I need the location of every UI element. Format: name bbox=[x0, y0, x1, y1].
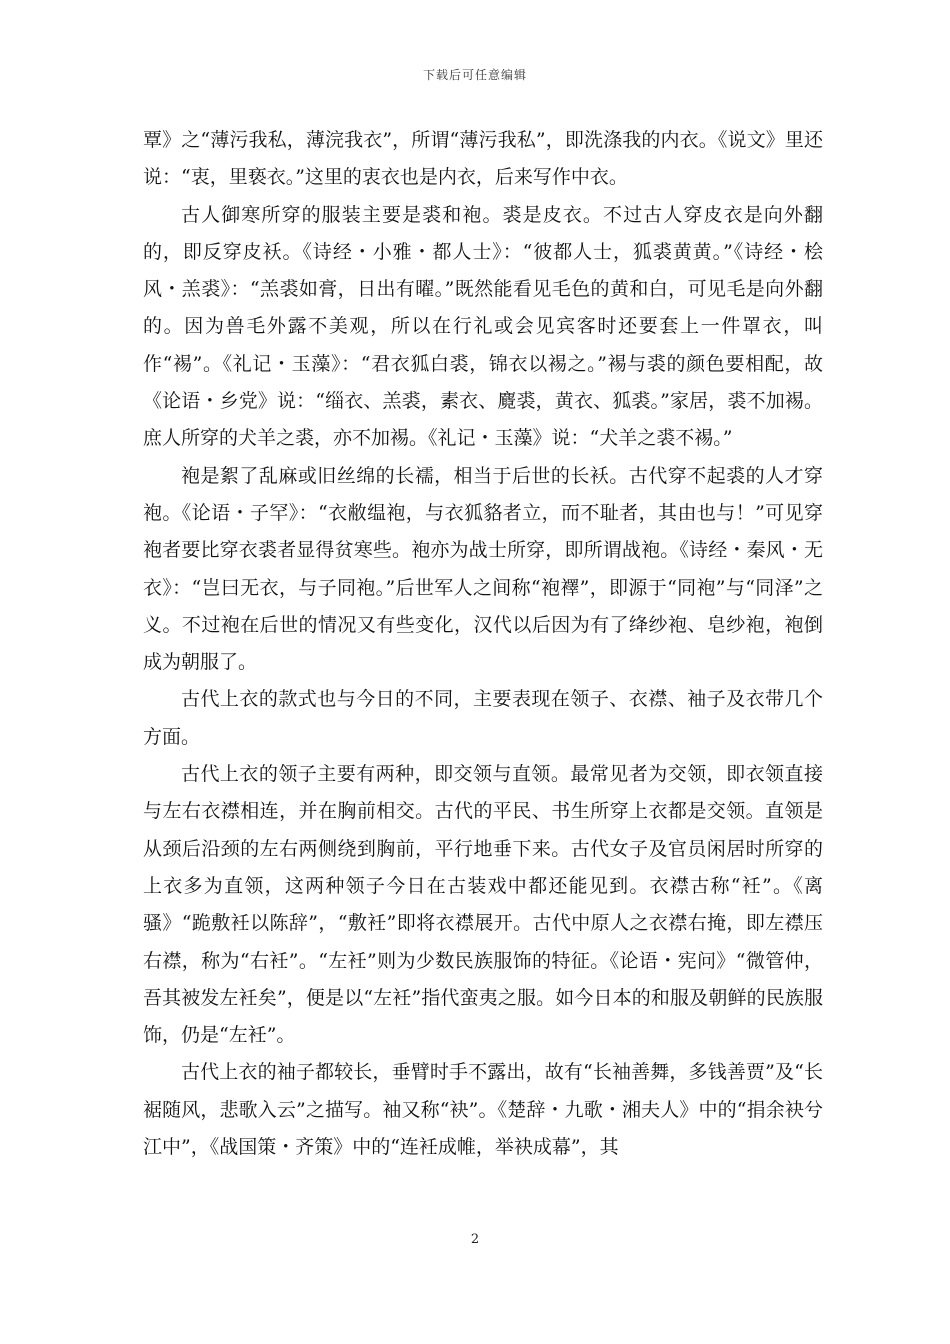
document-body bbox=[143, 122, 823, 1166]
paragraph-4: 古代上衣的款式也与今日的不同，主要表现在领子、衣襟、袖子及衣带几个方面。 bbox=[143, 688, 823, 748]
page-header: 下载后可任意编辑 bbox=[422, 68, 527, 82]
page-number: 2 bbox=[470, 1232, 480, 1247]
paragraph-5: 古代上衣的领子主要有两种，即交领与直领。最常见者为交领，即衣领直接与左右衣襟相连，并在胸前相交。古代的平民、书生所穿上衣都是交领。直领是从颈后沿颈的左右两侧绕到胸前，平行地垂下来。古代女子及官员闲居时所穿的上衣多为直领，这两种领子今日在古装戏中都还能见到。衣襟古称“衽”。《离骚》“跪敷衽以陈辞”，“敷衽”即将衣襟展开。古代中原人之衣襟右掩，即左襟压右襟，称为“右衽”。“左衽”则为少数民族服饰的特征。《论语・宪问》“微管仲，吾其被发左衽矣”，便是以“左衽”指代蛮夷之服。如今日本的和服及朝鲜的民族服饰，仍是“左衽”。 bbox=[143, 763, 823, 1047]
paragraph-2: 古人御寒所穿的服装主要是裘和袍。裘是皮衣。不过古人穿皮衣是向外翻的，即反穿皮袄。《诗经・小雅・都人士》：“彼都人士，狐裘黄黄。”《诗经・桧风・羔裘》：“羔裘如膏，日出有曜。”既然能看见毛色的黄和白，可见毛是向外翻的。因为兽毛外露不美观，所以在行礼或会见宾客时还要套上一件罩衣，叫作“裼”。《礼记・玉藻》：“君衣狐白裘，锦衣以裼之。”裼与裘的颜色要相配，故《论语・乡党》说：“缁衣、羔裘，素衣、麑裘，黄衣、狐裘。”家居，裘不加裼。庶人所穿的犬羊之裘，亦不加裼。《礼记・玉藻》说：“犬羊之裘不裼。” bbox=[143, 203, 823, 450]
paragraph-1: 覃》之“薄污我私，薄浣我衣”，所谓“薄污我私”，即洗涤我的内衣。《说文》里还说：“衷，里亵衣。”这里的衷衣也是内衣，后来写作中衣。 bbox=[143, 129, 823, 189]
paragraph-6: 古代上衣的袖子都较长，垂臂时手不露出，故有“长袖善舞，多钱善贾”及“长裾随风，悲歌入云”之描写。袖又称“袂”。《楚辞・九歌・湘夫人》中的“捐余袂兮江中”，《战国策・齐策》中的“连衽成帷，举袂成幕”，其 bbox=[143, 1061, 823, 1159]
paragraph-3: 袍是絮了乱麻或旧丝绵的长襦，相当于后世的长袄。古代穿不起裘的人才穿袍。《论语・子罕》：“衣敝缊袍，与衣狐貉者立，而不耻者，其由也与！”可见穿袍者要比穿衣裘者显得贫寒些。袍亦为战士所穿，即所谓战袍。《诗经・秦风・无衣》：“岂曰无衣，与子同袍。”后世军人之间称“袍襗”，即源于“同袍”与“同泽”之义。不过袍在后世的情况又有些变化，汉代以后因为有了绛纱袍、皂纱袍，袍倒成为朝服了。 bbox=[143, 464, 823, 674]
